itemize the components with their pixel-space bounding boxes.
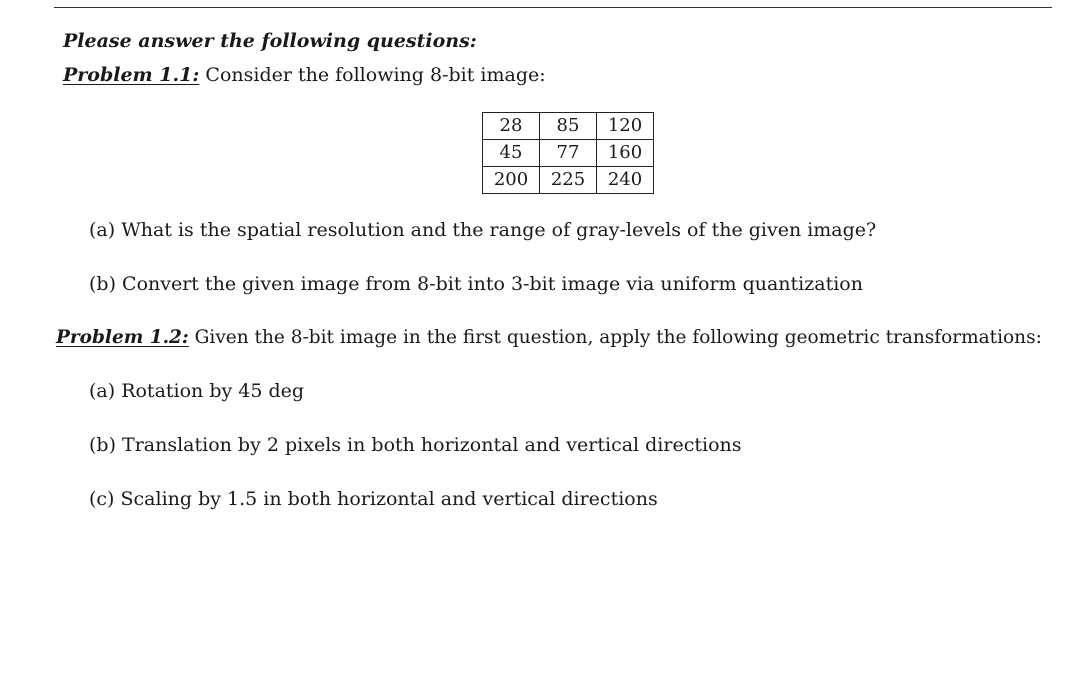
problem-1-2-label: Problem 1.2: [56,327,189,348]
table-row [483,167,654,194]
problem-1-1-label: Problem 1.1: [63,64,200,86]
table-row [483,140,654,167]
pixel-value-table [482,112,654,194]
pixel-cell: 200 [483,167,540,194]
top-rule [54,7,1052,8]
problem-1-1-intro: Consider the following 8-bit image: [205,64,546,86]
problem-1-1-part-b: (b) Convert the given image from 8-bit into 3-bit image via uniform quantization [89,273,863,295]
pixel-cell: 240 [597,167,654,194]
problem-1-2-header [56,326,1042,350]
pixel-cell: 225 [540,167,597,194]
table-row [483,113,654,140]
pixel-cell: 160 [597,140,654,167]
pixel-cell: 120 [597,113,654,140]
problem-1-2-intro: Given the 8-bit image in the first question, apply the following geometric transformations: [194,327,1042,348]
problem-1-1-header [63,63,546,87]
problem-1-2-part-c: (c) Scaling by 1.5 in both horizontal and vertical directions [89,488,658,510]
pixel-cell: 85 [540,113,597,140]
instructions-heading: Please answer the following questions: [63,30,477,52]
problem-1-1-part-a: (a) What is the spatial resolution and the range of gray-levels of the given image? [89,219,877,241]
problem-1-2-part-a: (a) Rotation by 45 deg [89,380,305,402]
pixel-cell: 28 [483,113,540,140]
pixel-cell: 77 [540,140,597,167]
problem-1-2-part-b: (b) Translation by 2 pixels in both horizontal and vertical directions [89,434,742,456]
pixel-cell: 45 [483,140,540,167]
